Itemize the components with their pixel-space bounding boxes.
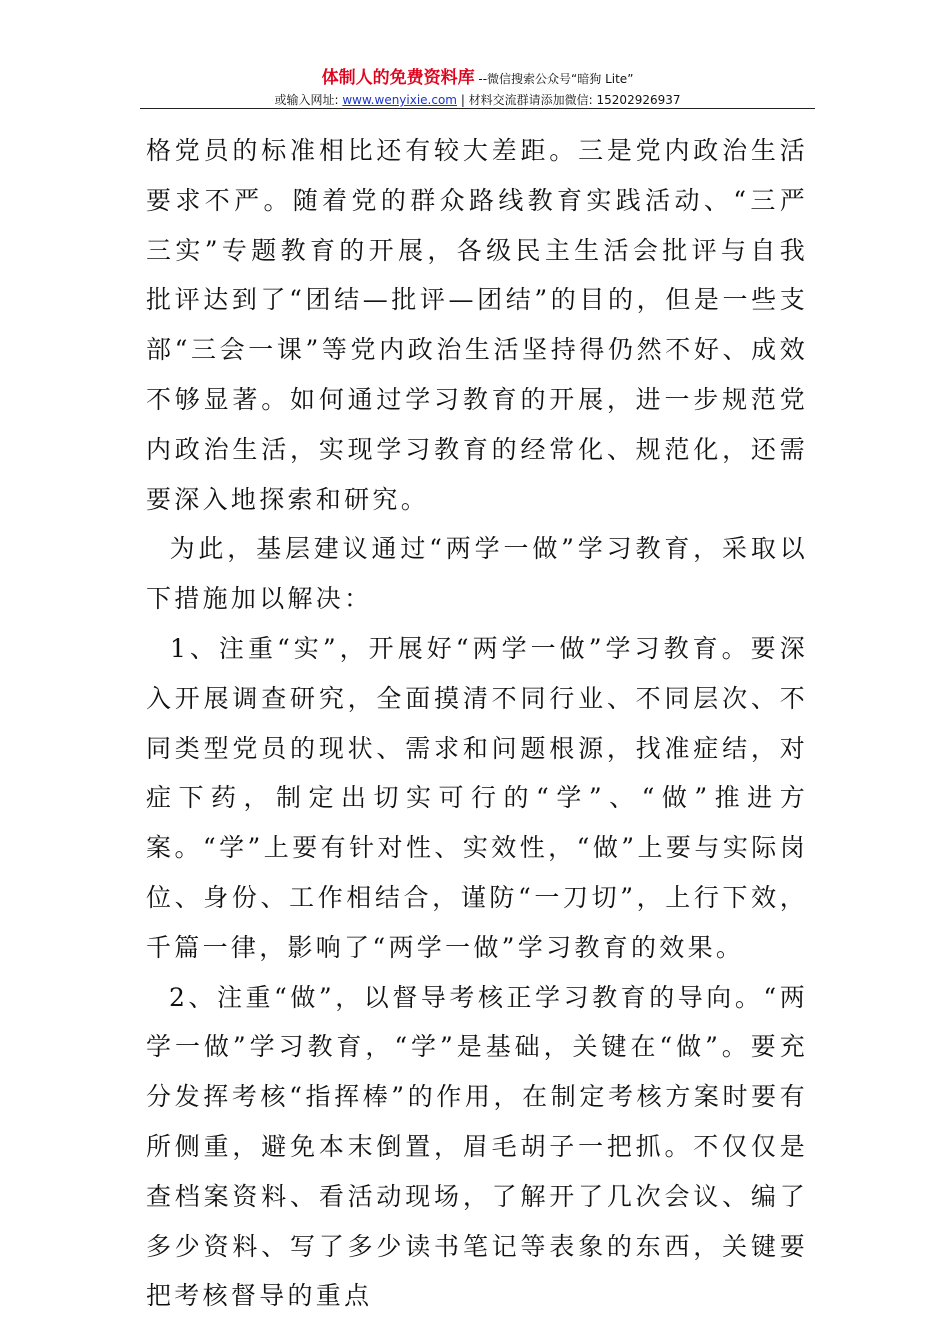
brand-title: 体制人的免费资料库 [321, 68, 475, 88]
body-paragraph: 2、注重“做”，以督导考核正学习教育的导向。“两学一做”学习教育，“学”是基础，关键在“做”。要充分发挥考核“指挥棒”的作用，在制定考核方案时要有所侧重，避免本末倒置，眉毛胡子一把抓。不仅仅是查档案资料、看活动现场，了解开了几次会议、编了多少资料、写了多少读书笔记等表象的东西，关键要把考核督导的重点 [146, 982, 808, 1311]
contact-info: | 材料交流群请添加微信: 15202926937 [457, 93, 681, 107]
page-header [140, 68, 815, 109]
body-paragraph: 格党员的标准相比还有较大差距。三是党内政治生活要求不严。随着党的群众路线教育实践活动、“三严三实”专题教育的开展，各级民主生活会批评与自我批评达到了“团结—批评—团结”的目的，但是一些支部“三会一课”等党内政治生活坚持得仍然不好、成效不够显著。如何通过学习教育的开展，进一步规范党内政治生活，实现学习教育的经常化、规范化，还需要深入地探索和研究。 [146, 136, 808, 514]
url-prefix: 或输入网址: [274, 93, 343, 107]
document-body [146, 126, 808, 1321]
header-contact-line [140, 91, 815, 109]
body-paragraph: 1、注重“实”，开展好“两学一做”学习教育。要深入开展调查研究，全面摸清不同行业、不同层次、不同类型党员的现状、需求和问题根源，找准症结，对症下药，制定出切实可行的“学”、“做”推进方案。“学”上要有针对性、实效性，“做”上要与实际岗位、身份、工作相结合，谨防“一刀切”，上行下效，千篇一律，影响了“两学一做”学习教育的效果。 [146, 633, 809, 962]
website-link[interactable]: www.wenyixie.com [342, 93, 457, 107]
body-paragraph: 为此，基层建议通过“两学一做”学习教育，采取以下措施加以解决： [146, 534, 809, 614]
header-title-line [140, 68, 815, 89]
header-divider [140, 108, 815, 109]
wechat-slogan: --微信搜索公众号“暗狗 Lite” [474, 72, 634, 86]
